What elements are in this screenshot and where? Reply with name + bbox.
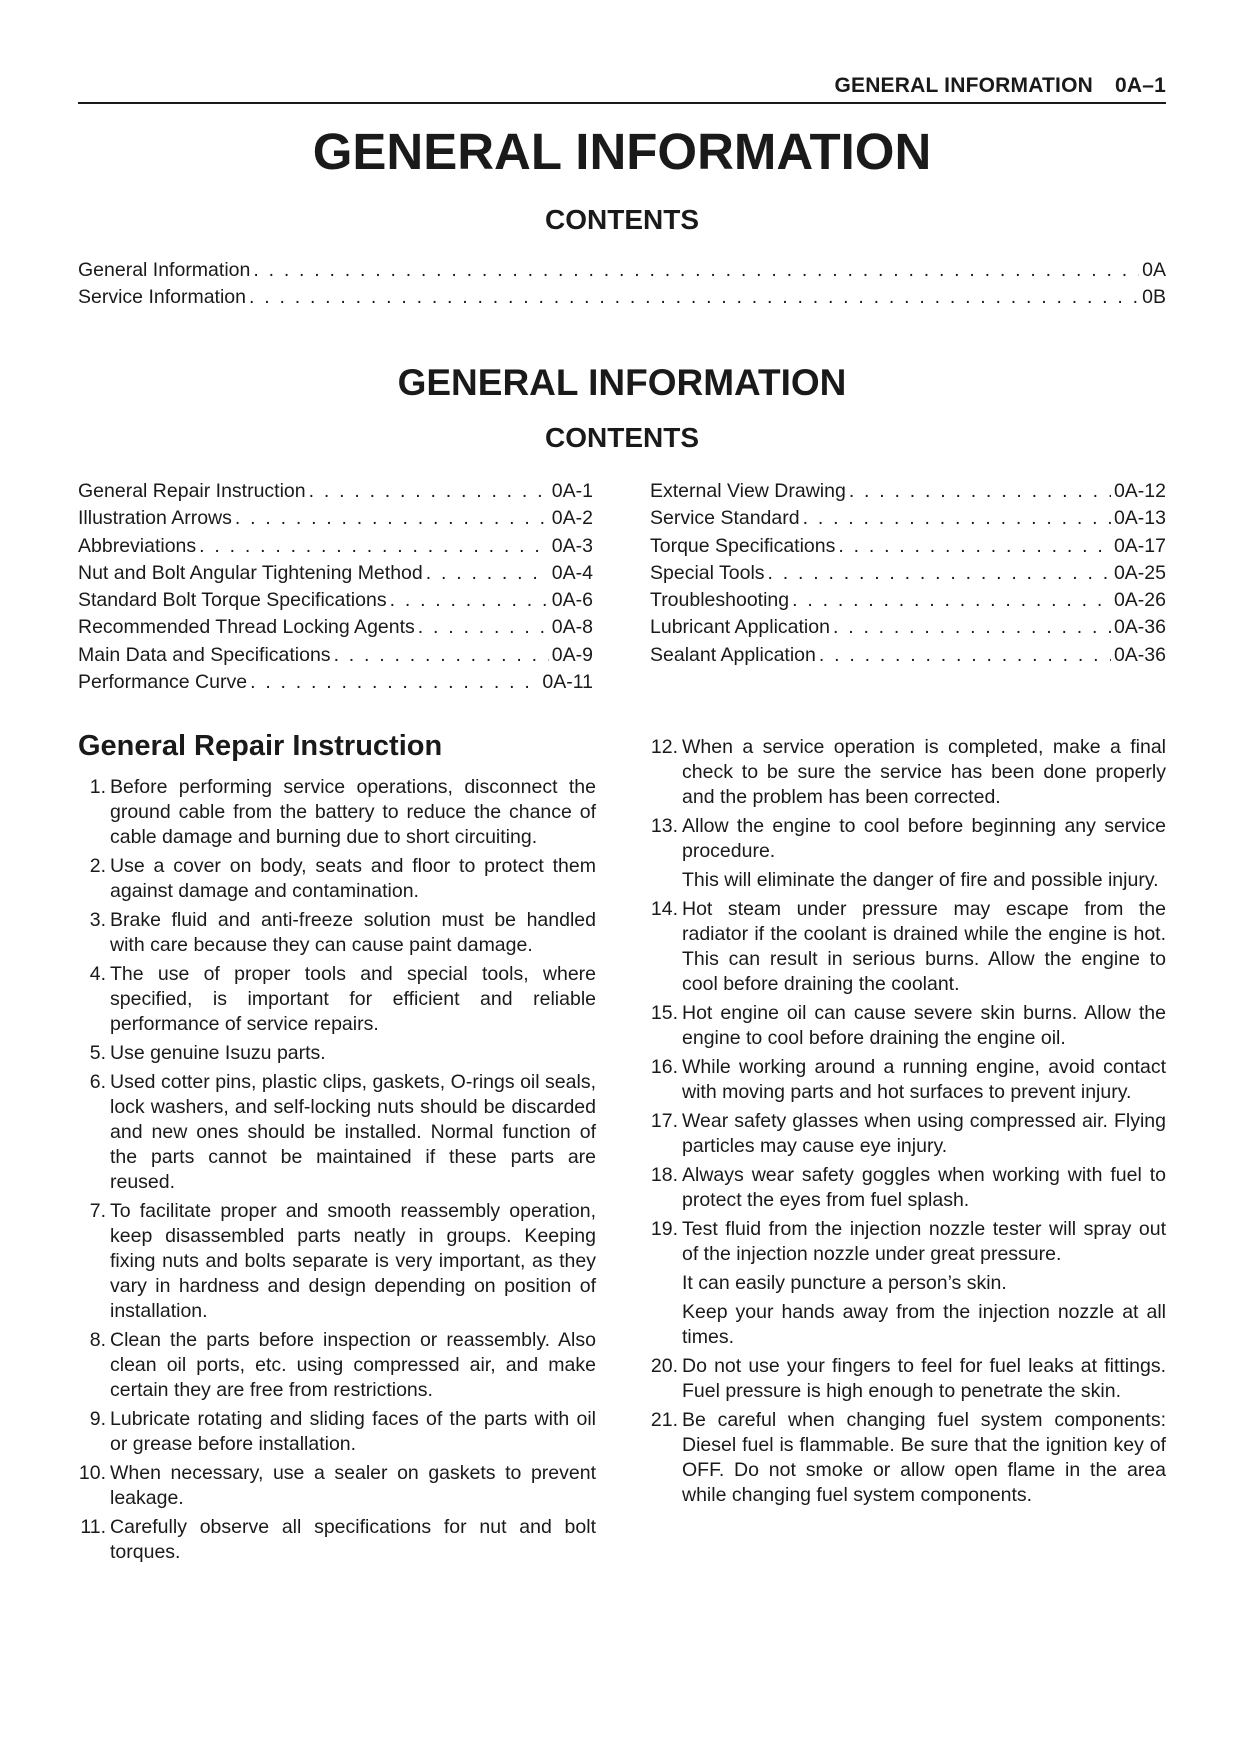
running-header <box>834 74 1166 98</box>
instruction-number: 6. <box>89 1071 106 1093</box>
toc-entry-label: Service Information <box>78 286 246 309</box>
instruction-number: 17. <box>650 1110 678 1132</box>
toc-entry-label: Torque Specifications <box>650 534 836 557</box>
toc-leader-dots <box>418 614 549 641</box>
instruction-note: Keep your hands away from the injection nozzle at all times. <box>682 1301 1166 1348</box>
toc-entry-label: Standard Bolt Torque Specifications <box>78 589 387 612</box>
instruction-item <box>650 1055 1166 1105</box>
toc-entry[interactable] <box>78 669 593 696</box>
instruction-number: 16. <box>650 1056 678 1078</box>
toc-entry-page: 0A <box>1142 259 1166 281</box>
toc-entry-label: Lubricant Application <box>650 616 830 639</box>
toc-leader-dots <box>249 284 1139 311</box>
toc-entry-page: 0A-1 <box>551 480 593 502</box>
toc-entry-page: 0A-25 <box>1113 561 1166 584</box>
toc-entry[interactable] <box>78 533 593 560</box>
toc-entry-label: Nut and Bolt Angular Tightening Method <box>78 561 423 584</box>
toc-leader-dots <box>309 478 549 505</box>
instruction-number: 10. <box>78 1462 106 1484</box>
instruction-item <box>650 814 1166 893</box>
toc-leader-dots <box>250 669 539 696</box>
instruction-text: Clean the parts before inspection or reassembly. Also clean oil ports, etc. using compressed air, and make certain they are free from restrictions. <box>110 1329 596 1401</box>
toc-entry-page: 0A-26 <box>1113 589 1166 612</box>
toc-entry[interactable] <box>78 478 593 505</box>
instruction-text: When necessary, use a sealer on gaskets to prevent leakage. <box>110 1462 596 1509</box>
toc-entry-page: 0A-8 <box>551 616 593 639</box>
instruction-note: This will eliminate the danger of fire and possible injury. <box>682 869 1159 891</box>
toc-entry-label: General Repair Instruction <box>78 480 306 502</box>
toc-leader-dots <box>334 642 549 669</box>
toc-entry[interactable] <box>78 642 593 669</box>
instruction-item <box>650 1217 1166 1350</box>
instruction-text: The use of proper tools and special tools, where specified, is important for efficient and reliable performance of service repairs. <box>110 963 596 1035</box>
instruction-list <box>78 775 596 1565</box>
instruction-item <box>650 735 1166 810</box>
instruction-text: Used cotter pins, plastic clips, gaskets, O-rings oil seals, lock washers, and self-locking nuts should be discarded and new ones should be installed. Normal function of the parts cannot be maintained if these parts are reused. <box>110 1071 596 1193</box>
toc-entry-page: 0A-3 <box>551 534 593 557</box>
instruction-text: Test fluid from the injection nozzle tester will spray out of the injection nozzle under great pressure. <box>682 1218 1166 1265</box>
toc-entry-page: 0A-11 <box>542 671 593 694</box>
instruction-text: Wear safety glasses when using compressed air. Flying particles may cause eye injury. <box>682 1110 1166 1157</box>
instruction-item <box>78 1461 596 1511</box>
toc-leader-dots <box>838 533 1111 560</box>
instruction-text: Be careful when changing fuel system components: Diesel fuel is flammable. Be sure that the ignition key of OFF. Do not smoke or allow open flame in the area while changing fuel system components. <box>682 1409 1166 1506</box>
instruction-text: Use a cover on body, seats and floor to protect them against damage and contamination. <box>110 855 596 902</box>
toc-entry-page: 0A-12 <box>1113 480 1166 502</box>
toc-leader-dots <box>253 257 1139 284</box>
toc-leader-dots <box>849 478 1111 505</box>
toc-entry[interactable] <box>650 478 1166 505</box>
instruction-number: 9. <box>89 1408 106 1430</box>
toc-entry-page: 0A-6 <box>551 589 593 612</box>
instruction-item <box>650 1408 1166 1508</box>
instruction-number: 11. <box>80 1516 106 1538</box>
toc-entry[interactable] <box>650 560 1166 587</box>
toc-entry-page: 0A-4 <box>551 561 593 584</box>
instruction-text: Hot steam under pressure may escape from the radiator if the coolant is drained while the engine is hot. This can result in serious burns. Allow the engine to cool before draining the coolant. <box>682 898 1166 995</box>
instruction-text: Allow the engine to cool before beginning any service procedure. <box>682 815 1166 862</box>
toc-leader-dots <box>199 533 549 560</box>
toc-entry-label: Service Standard <box>650 507 800 530</box>
toc-leader-dots <box>768 560 1111 587</box>
contents-heading: CONTENTS <box>545 204 699 235</box>
instruction-number: 2. <box>89 855 106 877</box>
instruction-text: Do not use your fingers to feel for fuel leaks at fittings. Fuel pressure is high enough to penetrate the skin. <box>682 1355 1166 1402</box>
instruction-text: Lubricate rotating and sliding faces of the parts with oil or grease before installation. <box>110 1408 596 1455</box>
instruction-number: 7. <box>89 1200 106 1222</box>
instruction-item <box>78 775 596 850</box>
instruction-number: 4. <box>89 963 106 985</box>
toc-entry-page: 0B <box>1142 286 1166 309</box>
toc-entry-label: Troubleshooting <box>650 589 790 612</box>
running-header-section: GENERAL INFORMATION <box>834 74 1093 97</box>
toc-entry-label: Main Data and Specifications <box>78 643 331 666</box>
section-toc-left-column <box>78 478 593 696</box>
toc-entry[interactable] <box>78 587 593 614</box>
repair-instructions-heading: General Repair Instruction <box>78 730 443 762</box>
toc-entry[interactable] <box>78 284 1166 311</box>
instruction-number: 18. <box>650 1164 678 1186</box>
instruction-text: Hot engine oil can cause severe skin burns. Allow the engine to cool before draining the engine oil. <box>682 1002 1166 1049</box>
toc-entry-page: 0A-13 <box>1113 507 1166 530</box>
toc-entry-page: 0A-2 <box>551 507 593 530</box>
instruction-item <box>78 854 596 904</box>
instruction-text: When a service operation is completed, make a final check to be sure the service has been done properly and the problem has been corrected. <box>682 736 1166 808</box>
toc-entry[interactable] <box>650 614 1166 641</box>
instruction-number: 15. <box>650 1002 678 1024</box>
instruction-number: 12. <box>650 736 678 758</box>
section-contents-heading: CONTENTS <box>545 422 699 453</box>
instruction-number: 13. <box>650 815 678 837</box>
instruction-item <box>78 1070 596 1195</box>
instruction-text: Always wear safety goggles when working with fuel to protect the eyes from fuel splash. <box>682 1164 1166 1211</box>
instruction-item <box>78 1515 596 1565</box>
section-title: GENERAL INFORMATION <box>397 362 847 403</box>
toc-entry-page: 0A-36 <box>1113 643 1166 666</box>
toc-entry[interactable] <box>650 505 1166 532</box>
toc-entry-label: Abbreviations <box>78 534 197 557</box>
toc-entry[interactable] <box>78 257 1166 284</box>
toc-entry-label: Special Tools <box>650 561 765 584</box>
instruction-item <box>78 1199 596 1324</box>
instruction-item <box>78 1041 596 1066</box>
instruction-text: To facilitate proper and smooth reassembly operation, keep disassembled parts neatly in groups. Keeping fixing nuts and bolts separate is very important, as they vary in hardness and design depending on position of installation. <box>110 1200 596 1322</box>
instruction-item <box>78 962 596 1037</box>
document-title: GENERAL INFORMATION <box>312 123 932 180</box>
section-toc-right-column <box>650 478 1166 669</box>
toc-leader-dots <box>235 505 549 532</box>
instruction-text: Carefully observe all specifications for nut and bolt torques. <box>110 1516 596 1563</box>
instruction-item <box>650 1354 1166 1404</box>
repair-instructions-left-column <box>78 730 596 1569</box>
main-table-of-contents <box>78 257 1166 312</box>
instruction-number: 3. <box>89 909 106 931</box>
toc-entry-page: 0A-36 <box>1113 616 1166 639</box>
instruction-note: It can easily puncture a person’s skin. <box>682 1272 1007 1294</box>
toc-entry[interactable] <box>650 642 1166 669</box>
toc-entry[interactable] <box>78 560 593 587</box>
toc-entry-page: 0A-17 <box>1113 534 1166 557</box>
toc-entry[interactable] <box>650 587 1166 614</box>
instruction-number: 21. <box>650 1409 678 1431</box>
toc-entry[interactable] <box>78 614 593 641</box>
instruction-text: Before performing service operations, disconnect the ground cable from the battery to reduce the chance of cable damage and burning due to short circuiting. <box>110 776 596 848</box>
instruction-number: 8. <box>89 1329 106 1351</box>
instruction-item <box>650 1109 1166 1159</box>
instruction-text: While working around a running engine, avoid contact with moving parts and hot surfaces to prevent injury. <box>682 1056 1166 1103</box>
instruction-number: 19. <box>650 1218 678 1240</box>
instruction-text: Brake fluid and anti-freeze solution must be handled with care because they can cause paint damage. <box>110 909 596 956</box>
toc-entry[interactable] <box>78 505 593 532</box>
toc-leader-dots <box>426 560 549 587</box>
toc-entry-label: External View Drawing <box>650 480 846 502</box>
instruction-list <box>650 735 1166 1508</box>
toc-leader-dots <box>390 587 549 614</box>
toc-entry-page: 0A-9 <box>551 643 593 666</box>
instruction-number: 1. <box>89 776 106 798</box>
toc-entry-label: Recommended Thread Locking Agents <box>78 616 415 639</box>
instruction-item <box>650 1163 1166 1213</box>
repair-instructions-right-column <box>650 735 1166 1512</box>
toc-leader-dots <box>792 587 1111 614</box>
toc-entry-label: Illustration Arrows <box>78 507 232 530</box>
toc-entry-label: Performance Curve <box>78 671 248 694</box>
running-header-page-number: 0A–1 <box>1114 74 1166 97</box>
instruction-text: Use genuine Isuzu parts. <box>110 1042 326 1064</box>
instruction-item <box>78 908 596 958</box>
toc-leader-dots <box>819 642 1111 669</box>
instruction-number: 14. <box>650 898 678 920</box>
toc-entry-label: Sealant Application <box>650 643 816 666</box>
toc-entry-label: General Information <box>78 259 251 281</box>
instruction-number: 5. <box>89 1042 106 1064</box>
instruction-number: 20. <box>650 1355 678 1377</box>
instruction-item <box>650 1001 1166 1051</box>
instruction-item <box>650 897 1166 997</box>
toc-entry[interactable] <box>650 533 1166 560</box>
instruction-item <box>78 1328 596 1403</box>
header-rule <box>78 102 1166 104</box>
instruction-item <box>78 1407 596 1457</box>
toc-leader-dots <box>803 505 1111 532</box>
toc-leader-dots <box>833 614 1111 641</box>
